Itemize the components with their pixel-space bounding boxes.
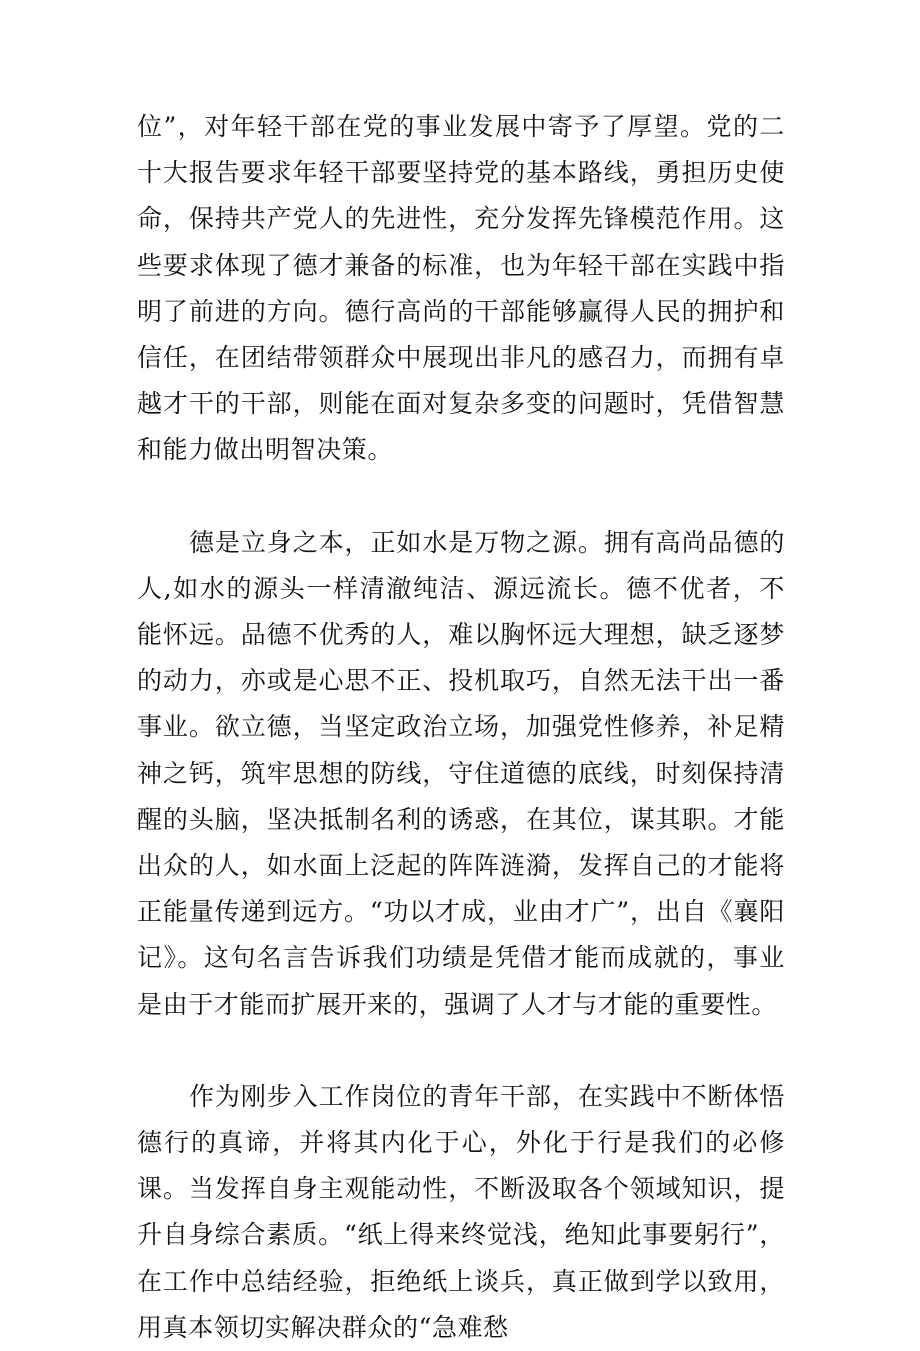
- document-body: [137, 104, 785, 1351]
- paragraph-2: 德是立身之本，正如水是万物之源。拥有高尚品德的人,如水的源头一样清澈纯洁、源远流长。德不优者，不能怀远。品德不优秀的人，难以胸怀远大理想，缺乏逐梦的动力，亦或是心思不正、投机取巧，自然无法干出一番事业。欲立德，当坚定政治立场，加强党性修养，补足精神之钙，筑牢思想的防线，守住道德的底线，时刻保持清醒的头脑，坚决抵制名利的诱惑，在其位，谋其职。才能出众的人，如水面上泛起的阵阵涟漪，发挥自己的才能将正能量传递到远方。“功以才成，业由才广”，出自《襄阳记》。这句名言告诉我们功绩是凭借才能而成就的，事业是由于才能而扩展开来的，强调了人才与才能的重要性。: [137, 527, 785, 1019]
- paragraph-3: 作为刚步入工作岗位的青年干部，在实践中不断体悟德行的真谛，并将其内化于心，外化于行是我们的必修课。当发挥自身主观能动性，不断汲取各个领域知识，提升自身综合素质。“纸上得来终觉浅，绝知此事要躬行”，在工作中总结经验，拒绝纸上谈兵，真正做到学以致用，用真本领切实解决群众的“急难愁: [137, 1081, 785, 1342]
- paragraph-1: 位”，对年轻干部在党的事业发展中寄予了厚望。党的二十大报告要求年轻干部要坚持党的基本路线，勇担历史使命，保持共产党人的先进性，充分发挥先锋模范作用。这些要求体现了德才兼备的标准，也为年轻干部在实践中指明了前进的方向。德行高尚的干部能够赢得人民的拥护和信任，在团结带领群众中展现出非凡的感召力，而拥有卓越才干的干部，则能在面对复杂多变的问题时，凭借智慧和能力做出明智决策。: [137, 112, 785, 465]
